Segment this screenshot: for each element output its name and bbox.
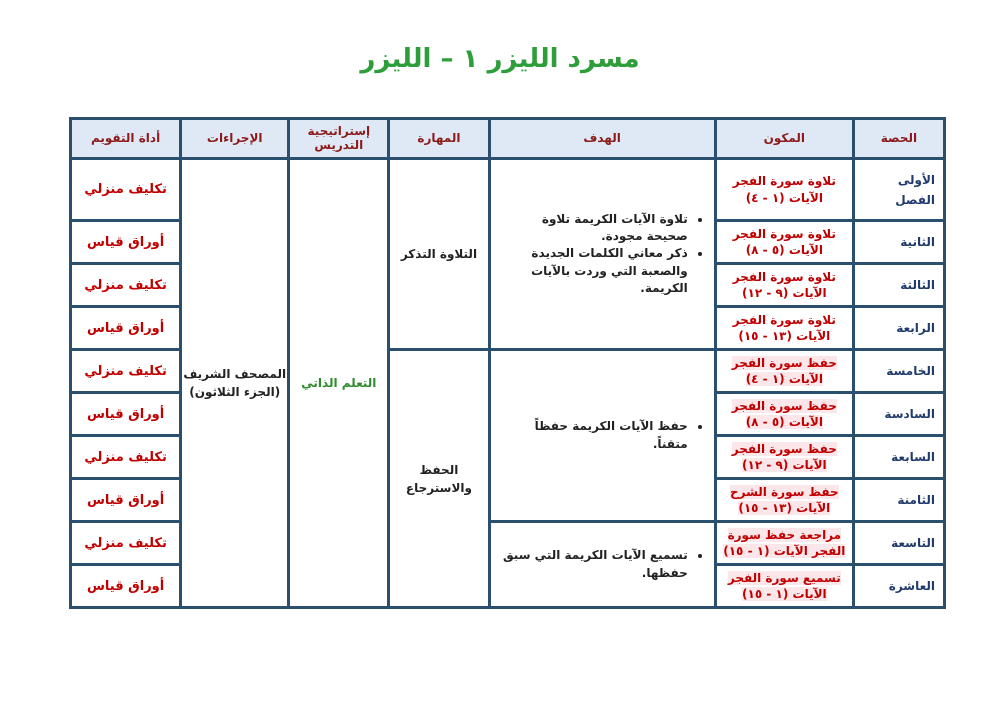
component-cell: [715, 393, 853, 436]
goal-cell-recitation: [489, 159, 715, 350]
lesson-cell: السادسة: [853, 393, 944, 436]
evaluation-cell: أوراق قياس: [71, 565, 181, 608]
lesson-name: الأولى: [897, 172, 935, 187]
goal-item: • تسميع الآيات الكريمة التي سبق حفظها.: [501, 547, 688, 582]
header-evaluation: أداة التقويم: [71, 119, 181, 159]
component-text: مراجعة حفظ سورة الفجر الآيات (١ - ١٥): [723, 527, 846, 558]
evaluation-cell: تكليف منزلي: [71, 264, 181, 307]
header-strategy: إستراتيجية التدريس: [289, 119, 389, 159]
table-row: [71, 159, 945, 221]
evaluation-cell: أوراق قياس: [71, 307, 181, 350]
component-cell: تلاوة سورة الفجر الآيات (٩ - ١٢): [715, 264, 853, 307]
header-lesson: الحصة: [853, 119, 944, 159]
component-text: حفظ سورة الفجر الآيات (٩ - ١٢): [731, 441, 837, 472]
skill-cell-memorization: الحفظ والاسترجاع: [389, 350, 489, 608]
evaluation-cell: أوراق قياس: [71, 393, 181, 436]
lesson-cell: السابعة: [853, 436, 944, 479]
component-cell: [715, 436, 853, 479]
lesson-cell: الخامسة: [853, 350, 944, 393]
lesson-cell: [853, 159, 944, 221]
header-row: [71, 119, 945, 159]
lesson-cell: الرابعة: [853, 307, 944, 350]
evaluation-cell: تكليف منزلي: [71, 159, 181, 221]
lesson-cell: الثامنة: [853, 479, 944, 522]
skill-cell-recitation: التلاوة التذكر: [389, 159, 489, 350]
lesson-cell: التاسعة: [853, 522, 944, 565]
lesson-cell: الثانية: [853, 221, 944, 264]
lesson-plan-table: [69, 117, 946, 609]
procedures-cell: المصحف الشريف (الجزء الثلاثون): [181, 159, 289, 608]
header-procedures: الإجراءات: [181, 119, 289, 159]
component-cell: [715, 565, 853, 608]
component-cell: [715, 479, 853, 522]
goal-cell-memorization: [489, 350, 715, 522]
header-goal: الهدف: [489, 119, 715, 159]
header-component: المكون: [715, 119, 853, 159]
lesson-cell: العاشرة: [853, 565, 944, 608]
lesson-extra: الفصل: [895, 192, 935, 207]
evaluation-cell: أوراق قياس: [71, 479, 181, 522]
evaluation-cell: تكليف منزلي: [71, 350, 181, 393]
component-text: تسميع سورة الفجر الآيات (١ - ١٥): [727, 570, 841, 601]
component-cell: [715, 522, 853, 565]
goal-item: • حفظ الآيات الكريمة حفظاً متقناً.: [501, 418, 688, 453]
header-skill: المهارة: [389, 119, 489, 159]
component-text: حفظ سورة الفجر الآيات (٥ - ٨): [731, 398, 837, 429]
component-cell: [715, 350, 853, 393]
goal-item: • تلاوة الآيات الكريمة تلاوة صحيحة مجودة.: [501, 211, 688, 246]
component-text: حفظ سورة الفجر الآيات (١ - ٤): [731, 355, 837, 386]
page-title: مسرد الليزر ١ – الليزر: [360, 44, 640, 74]
evaluation-cell: أوراق قياس: [71, 221, 181, 264]
component-text: حفظ سورة الشرح الآيات (١٣ - ١٥): [729, 484, 839, 515]
component-cell: تلاوة سورة الفجر الآيات (١٣ - ١٥): [715, 307, 853, 350]
evaluation-cell: تكليف منزلي: [71, 436, 181, 479]
component-cell: تلاوة سورة الفجر الآيات (١ - ٤): [715, 159, 853, 221]
goal-cell-review: [489, 522, 715, 608]
goal-item: • ذكر معاني الكلمات الجديدة والصعبة التي وردت بالآيات الكريمة.: [501, 245, 688, 297]
lesson-cell: الثالثة: [853, 264, 944, 307]
evaluation-cell: تكليف منزلي: [71, 522, 181, 565]
strategy-cell: التعلم الذاتي: [289, 159, 389, 608]
component-cell: تلاوة سورة الفجر الآيات (٥ - ٨): [715, 221, 853, 264]
